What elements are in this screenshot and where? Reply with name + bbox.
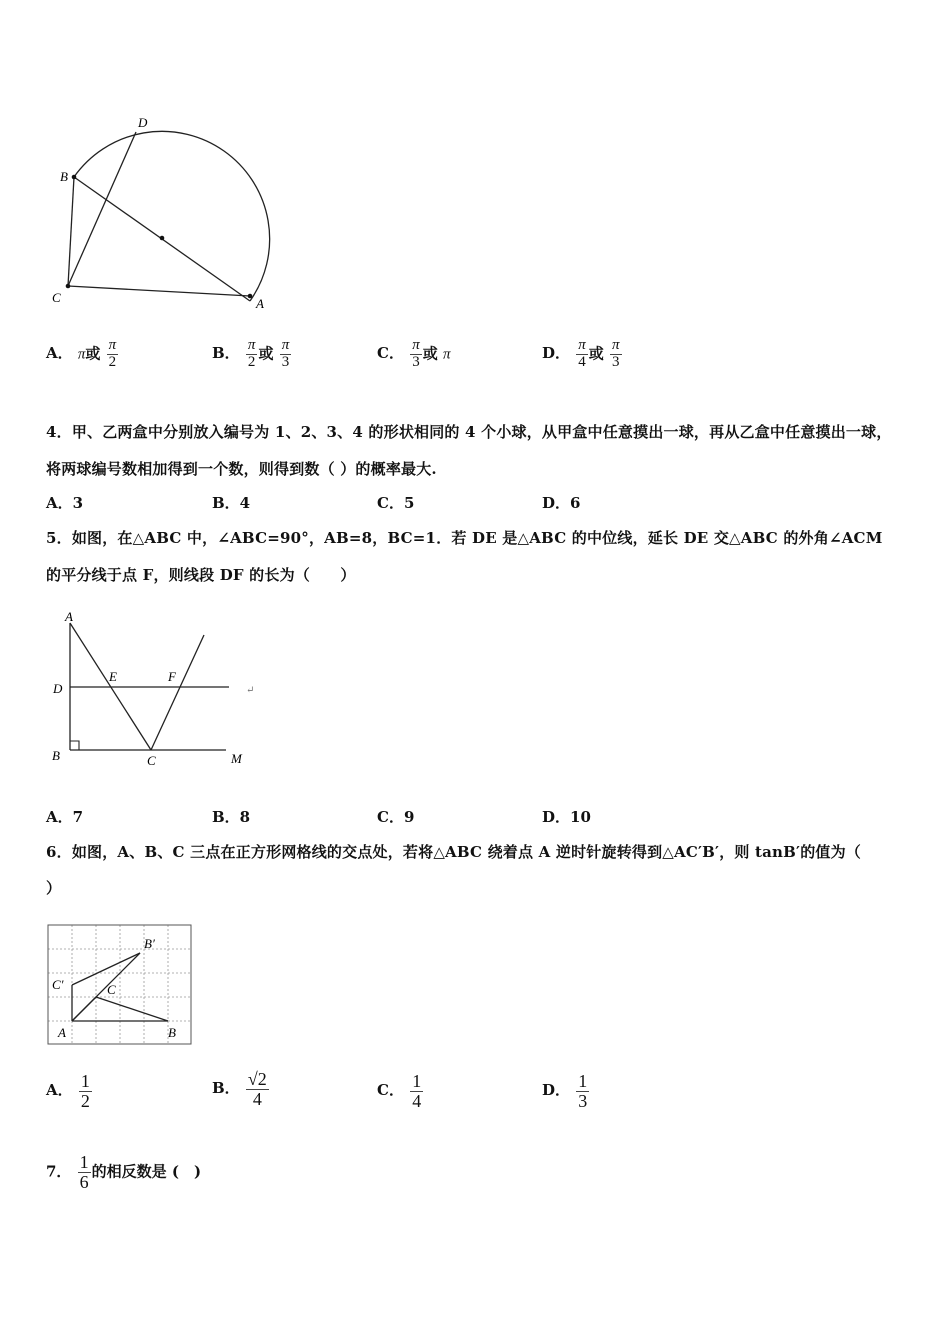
q5-right-angle-mark (70, 741, 79, 750)
fraction: $\frac{\pi}{3}$ (281, 337, 290, 370)
q5-label-C: C (147, 753, 156, 768)
q6-segment-CB (96, 997, 168, 1021)
q6-label-B: B (168, 1025, 176, 1040)
q3-label-C: C (52, 290, 61, 305)
q6-grid-figure (46, 922, 196, 1050)
q4-stem-line2: 将两球编号数相加得到一个数，则得到数（ ）的概率最大. (46, 460, 437, 478)
q4-stem-line1: 4．甲、乙两盒中分别放入编号为 1、2、3、4 的形状相同的 4 个小球，从甲盒中任意摸出一球，再从乙盒中任意摸出一球， (46, 423, 892, 441)
q6-option-b[interactable]: B． $\frac{√2}{4}$ (212, 1069, 267, 1109)
q5-label-F: F (168, 669, 176, 684)
fraction: $\frac{1}{4}$ (412, 1071, 422, 1111)
q3-label-D: D (138, 115, 148, 130)
q3-label-A: A (256, 296, 264, 311)
fraction: $\frac{\pi}{2}$ (108, 337, 117, 370)
q4-option-c[interactable]: C．5 (377, 494, 415, 512)
q6-segment-CpBp (72, 953, 140, 985)
q5-stem-line2: 的平分线于点 F，则线段 DF 的长为（ ） (46, 566, 356, 584)
q5-stem-line1: 5．如图，在△ABC 中，∠ABC=90°，AB=8，BC=1．若 DE 是△ABC 的中位线，延长 DE 交△ABC 的外角∠ACM (46, 529, 883, 547)
q4-option-a[interactable]: A．3 (46, 494, 84, 512)
q5-label-A: A (65, 609, 73, 624)
q6-segment-ABp (72, 953, 140, 1021)
q3-arc (74, 131, 270, 301)
q6-label-Cp: C′ (52, 977, 64, 992)
q6-option-d[interactable]: D． $\frac{1}{3}$ (542, 1071, 588, 1111)
q6-label-C: C (107, 982, 116, 997)
q6-stem-line1: 6．如图，A、B、C 三点在正方形网格线的交点处，若将△ABC 绕着点 A 逆时针旋转得到△AC′B′，则 tanB′的值为（ (46, 843, 862, 861)
fraction: $\frac{\pi}{2}$ (247, 337, 256, 370)
fraction: $\frac{1}{6}$ (79, 1152, 89, 1192)
q5-label-B: B (52, 748, 60, 763)
fraction: $\frac{1}{3}$ (578, 1071, 588, 1111)
fraction: $\frac{√2}{4}$ (247, 1069, 267, 1109)
q3-point-B (72, 175, 77, 180)
q3-option-a[interactable]: A． π或 $\frac{\pi}{2}$ (46, 337, 117, 370)
fraction: $\frac{\pi}{4}$ (578, 337, 586, 370)
q3-option-b[interactable]: B． $\frac{\pi}{2}$ 或 $\frac{\pi}{3}$ (212, 337, 290, 370)
q6-option-a[interactable]: A． $\frac{1}{2}$ (46, 1071, 90, 1111)
q5-label-D: D (53, 681, 63, 696)
q5-option-a[interactable]: A．7 (46, 808, 84, 826)
q3-chord-BC (68, 177, 74, 286)
q4-option-d[interactable]: D．6 (542, 494, 581, 512)
q3-option-c[interactable]: C． $\frac{\pi}{3}$ 或 π (377, 337, 451, 370)
q5-label-E: E (109, 669, 117, 684)
fraction: $\frac{1}{2}$ (80, 1071, 90, 1111)
q6-stem-line2: ） (46, 879, 62, 897)
q7-stem: 7． $\frac{1}{6}$ 的相反数是 ( ) (46, 1152, 202, 1192)
q3-circle-figure (40, 105, 280, 320)
q5-return-mark: ↵ (246, 685, 255, 696)
fraction: $\frac{\pi}{3}$ (612, 337, 620, 370)
q5-bisector-CF (151, 635, 204, 750)
fraction: $\frac{\pi}{3}$ (412, 337, 420, 370)
q3-point-A (248, 294, 253, 299)
q4-option-b[interactable]: B．4 (212, 494, 251, 512)
q6-label-A: A (58, 1025, 66, 1040)
q5-option-c[interactable]: C．9 (377, 808, 415, 826)
q5-triangle-figure (46, 605, 266, 775)
q6-option-c[interactable]: C． $\frac{1}{4}$ (377, 1071, 422, 1111)
q3-chord-CD (68, 132, 136, 286)
q5-option-d[interactable]: D．10 (542, 808, 591, 826)
q3-point-C (66, 284, 71, 289)
q3-center (160, 236, 165, 241)
q3-chord-CA (68, 286, 250, 296)
q3-option-d[interactable]: D． $\frac{\pi}{4}$ 或 $\frac{\pi}{3}$ (542, 337, 620, 370)
q5-option-b[interactable]: B．8 (212, 808, 251, 826)
q6-label-Bp: B′ (144, 936, 155, 951)
q5-label-M: M (231, 751, 242, 766)
q3-label-B: B (60, 169, 68, 184)
